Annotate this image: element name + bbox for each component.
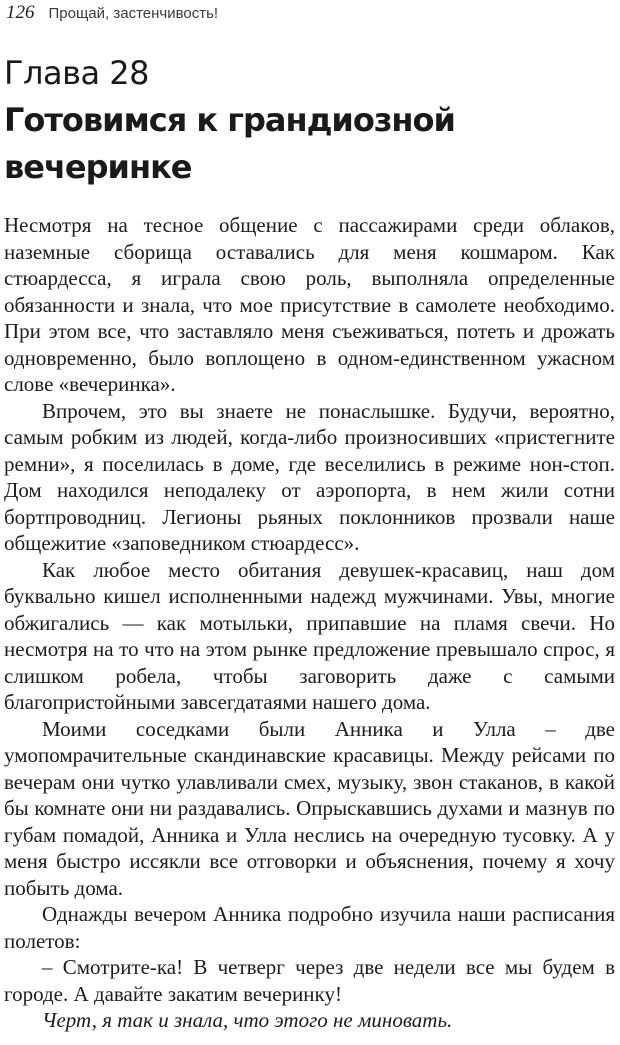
italic-thought-paragraph: Черт, я так и знала, что этого не миновать. — [42, 1008, 453, 1032]
paragraph: Моими соседками были Анника и Улла – две умопомрачительные скандинавские красавицы. Между рейсами по вечерам они чутко улавливали смех, музыку, звон стаканов, в какой бы комнате они ни раздавались. Опрыскавшись духами и мазнув по губам помадой, Анника и Улла неслись на очередную тусовку. А у меня быстро иссякли все отговорки и объяснения, почему я хочу побыть дома. — [4, 716, 615, 900]
book-title: Прощай, застенчивость! — [48, 5, 219, 22]
paragraph: Однажды вечером Анника подробно изучила наши расписания полетов: — [4, 902, 615, 953]
chapter-label: Глава 28 — [4, 54, 149, 92]
paragraph: Как любое место обитания девушек-красавиц, наш дом буквально кишел исполненными надежд мужчинами. Увы, многие обжигались — как мотыльки, припавшие на пламя свечи. Но несмотря на то что на этом рынке предложение превышало спрос, я слишком робела, чтобы заговорить даже с самыми благопристойными завсегдатаями нашего дома. — [4, 557, 615, 714]
chapter-title: Готовимся к грандиозной вечеринке — [4, 101, 455, 186]
running-header — [6, 2, 218, 24]
paragraph: Несмотря на тесное общение с пассажирами среди облаков, наземные сборища оставались для меня кошмаром. Как стюардесса, я играла свою роль, выполняла определенные обязанности и знала, что мое присутствие в самолете необходимо. При этом все, что заставляло меня съеживаться, потеть и дрожать одновременно, было воплощено в одном-единственном ужасном слове «вечеринка». — [4, 213, 615, 396]
page-number: 126 — [6, 2, 35, 23]
chapter-body — [4, 212, 615, 1034]
dialogue-paragraph: – Смотрите-ка! В четверг через две недели все мы будем в городе. А давайте закатим вечеринку! — [4, 955, 615, 1006]
paragraph: Впрочем, это вы знаете не понаслышке. Будучи, вероятно, самым робким из людей, когда-либо произносивших «пристегните ремни», я поселилась в доме, где веселились в режиме нон-стоп. Дом находился неподалеку от аэропорта, в нем жили сотни бортпроводниц. Легионы рьяных поклонников прозвали наше общежитие «заповедником стюардесс». — [4, 398, 615, 555]
